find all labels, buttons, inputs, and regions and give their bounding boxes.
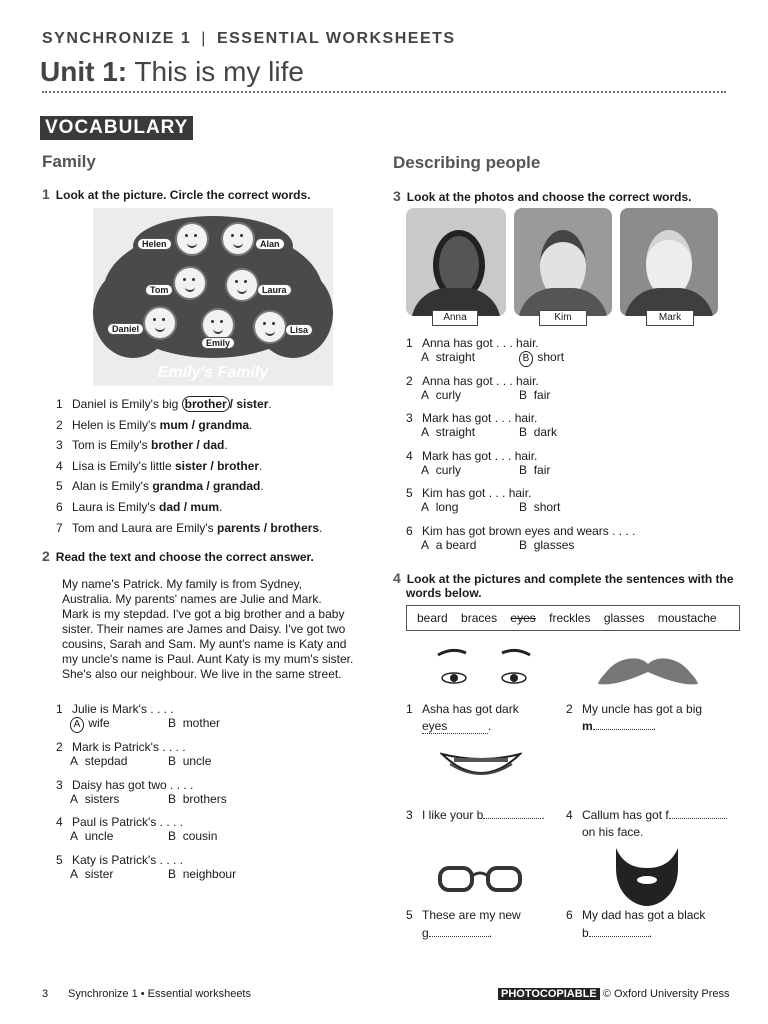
list-item: 2 Mark is Patrick's . . . . A stepdad B uncle — [56, 739, 212, 768]
photo-kim — [514, 208, 612, 316]
ex4-item-5-answer[interactable]: g . — [422, 926, 493, 940]
word-eyes: eyes — [510, 611, 536, 625]
moustache-icon — [598, 654, 698, 690]
text-line: cousins, Sarah and Sam. My aunt's name is Katy and — [62, 637, 347, 651]
tom-face-icon — [173, 266, 207, 300]
ex2-list — [56, 702, 236, 891]
list-item: 1 Anna has got . . . hair. A straight B short — [406, 336, 635, 374]
unit-name: This is my life — [134, 56, 304, 87]
text-line: my uncle's name is Paul. Aunt Katy is my mum's sister. — [62, 652, 354, 666]
word-box — [406, 605, 740, 631]
option-letter[interactable]: B — [168, 716, 177, 730]
ex4-item-2-answer[interactable]: m . — [582, 719, 657, 733]
ex4-item-5: 5 These are my new — [406, 908, 521, 922]
option-letter[interactable]: A — [421, 387, 430, 402]
beard-icon — [612, 848, 682, 906]
ex2-instruction-text: Read the text and choose the correct answer. — [55, 550, 314, 564]
list-item: 3 Tom is Emily's brother / dad. — [56, 438, 228, 453]
option-word[interactable]: grandma — [198, 417, 250, 432]
option-letter[interactable]: B — [519, 537, 528, 552]
list-item: 5 Kim has got . . . hair. A long B short — [406, 486, 561, 515]
series-title: SYNCHRONIZE 1 | ESSENTIAL WORKSHEETS — [42, 30, 456, 47]
option-letter[interactable]: A — [70, 867, 79, 882]
photo-label-kim: Kim — [539, 310, 587, 326]
answer-blank[interactable] — [429, 936, 489, 937]
photo-anna — [406, 208, 506, 316]
answer-blank[interactable]: eyes — [422, 719, 488, 734]
glasses-icon — [436, 862, 524, 896]
option-word[interactable]: mum — [190, 499, 220, 514]
answer-blank[interactable] — [669, 818, 727, 819]
list-item: 1 Julie is Mark's . . . . A wife B mother — [56, 702, 236, 740]
text-line: My name's Patrick. My family is from Sydney, — [62, 577, 303, 591]
list-item: 3 Daisy has got two . . . . A sisters B brothers — [56, 777, 227, 806]
ex3-instruction — [393, 188, 692, 204]
option-letter[interactable]: B — [519, 462, 528, 477]
ex1-instruction — [42, 186, 311, 202]
answer-blank[interactable] — [593, 729, 653, 730]
option-word[interactable]: mum — [159, 417, 189, 432]
word-moustache: moustache — [657, 611, 717, 625]
option-letter[interactable]: B — [168, 753, 177, 768]
family-heading: Family — [42, 152, 96, 171]
series-name: SYNCHRONIZE 1 — [42, 30, 192, 47]
list-item: 2 Helen is Emily's mum / grandma. — [56, 417, 253, 432]
text-line: sister. Their names are James and Daisy. I've got two — [62, 622, 346, 636]
word-braces: braces — [461, 611, 498, 625]
ex1-number: 1 — [42, 186, 50, 202]
name-laura: Laura — [257, 284, 292, 296]
ex3-number: 3 — [393, 188, 401, 204]
series-subtitle: ESSENTIAL WORKSHEETS — [216, 30, 456, 47]
option-word[interactable]: dad — [159, 499, 181, 514]
daniel-face-icon — [143, 306, 177, 340]
option-letter[interactable]: B — [168, 829, 177, 844]
option-word[interactable]: grandad — [213, 479, 261, 494]
photo-label-anna: Anna — [432, 310, 478, 326]
eyes-icon — [430, 645, 540, 690]
word-beard: beard — [417, 611, 448, 625]
option-letter[interactable]: A — [70, 791, 79, 806]
ex4-number: 4 — [393, 570, 401, 586]
alan-face-icon — [221, 222, 255, 256]
option-word[interactable]: grandma — [152, 479, 204, 494]
option-word[interactable]: brothers — [270, 520, 320, 535]
option-letter[interactable]: A — [421, 425, 430, 440]
option-letter[interactable]: A — [421, 462, 430, 477]
photocopiable-badge: PHOTOCOPIABLE — [498, 988, 600, 1000]
ex4-item-6-answer[interactable]: b . — [582, 926, 653, 940]
family-tree-picture — [93, 208, 333, 386]
word-freckles: freckles — [549, 611, 591, 625]
list-item: 4 Paul is Patrick's . . . . A uncle B cousin — [56, 815, 218, 844]
option-letter[interactable]: A — [70, 753, 79, 768]
unit-title — [40, 56, 304, 88]
family-picture-caption: Emily's Family — [157, 364, 269, 381]
helen-face-icon — [175, 222, 209, 256]
list-item: 6 Kim has got brown eyes and wears . . . . A a beard B glasses — [406, 523, 636, 552]
circled-answer[interactable]: A — [70, 717, 84, 733]
option-letter[interactable]: A — [421, 350, 430, 364]
ex1-instruction-text: Look at the picture. Circle the correct words. — [55, 188, 311, 202]
ex4-item-6: 6 My dad has got a black — [566, 908, 706, 922]
option-word[interactable]: sister — [236, 397, 269, 411]
text-line: Mark is my stepdad. I've got a big brother and a baby — [62, 607, 345, 621]
ex4-item-4-line2: on his face. — [582, 825, 644, 839]
name-lisa: Lisa — [285, 324, 313, 336]
answer-blank[interactable] — [589, 936, 649, 937]
option-letter[interactable]: A — [421, 537, 430, 552]
option-word[interactable]: parents — [217, 520, 261, 535]
dotted-divider — [42, 91, 726, 93]
ex4-item-2: 2 My uncle has got a big — [566, 702, 703, 716]
ex4-item-1: 1 Asha has got dark — [406, 702, 519, 716]
name-emily: Emily — [201, 337, 235, 349]
option-letter[interactable]: B — [519, 425, 528, 440]
list-item: 7 Tom and Laura are Emily's parents / brothers. — [56, 520, 323, 535]
page-number: 3 — [42, 988, 49, 1000]
text-line: Australia. My parents' names are Julie and Mark. — [62, 592, 322, 606]
describing-heading: Describing people — [393, 153, 541, 172]
ex4-item-1-answer[interactable]: eyes . — [422, 719, 492, 733]
ex4-instruction-text: Look at the pictures and complete the sentences with the — [406, 572, 734, 586]
list-item: 2 Anna has got . . . hair. A curly B fair — [406, 373, 551, 402]
reading-text — [62, 577, 372, 682]
photocopiable-notice — [498, 988, 730, 1000]
book-title: Synchronize 1 • Essential worksheets — [68, 988, 251, 1000]
list-item: 6 Laura is Emily's dad / mum. — [56, 499, 223, 514]
ex2-instruction — [42, 548, 314, 564]
ex3-list — [406, 336, 635, 562]
name-alan: Alan — [255, 238, 285, 250]
list-item: 4 Lisa is Emily's little sister / brother. — [56, 458, 263, 473]
option-word[interactable]: sister — [175, 458, 208, 473]
ex4-instruction-line2: words below. — [406, 586, 482, 600]
answer-blank[interactable] — [483, 818, 541, 819]
option-letter[interactable]: A — [421, 500, 430, 515]
ex4-instruction — [393, 570, 734, 586]
option-letter[interactable]: B — [519, 500, 528, 515]
name-daniel: Daniel — [107, 323, 144, 335]
option-word[interactable]: brother — [217, 458, 260, 473]
ex3-instruction-text: Look at the photos and choose the correct words. — [406, 190, 692, 204]
circled-answer[interactable]: B — [519, 351, 533, 367]
option-letter[interactable]: B — [168, 791, 177, 806]
list-item: 1 Daniel is Emily's big brother / sister. — [56, 397, 272, 411]
section-banner: VOCABULARY — [40, 116, 193, 140]
ex4-item-4: 4 Callum has got f — [566, 808, 727, 822]
copyright: © Oxford University Press — [602, 988, 730, 1000]
option-letter[interactable]: B — [519, 387, 528, 402]
lisa-face-icon — [253, 310, 287, 344]
ex2-number: 2 — [42, 548, 50, 564]
circled-answer[interactable]: brother — [182, 396, 230, 412]
option-word[interactable]: brother — [150, 438, 193, 453]
photo-mark — [620, 208, 718, 316]
option-word[interactable]: dad — [203, 438, 225, 453]
list-item: 3 Mark has got . . . hair. A straight B dark — [406, 411, 558, 440]
ex4-item-3: 3 I like your b . — [406, 808, 545, 822]
name-tom: Tom — [145, 284, 173, 296]
name-helen: Helen — [137, 238, 172, 250]
list-item: 5 Alan is Emily's grandma / grandad. — [56, 479, 264, 494]
list-item: 5 Katy is Patrick's . . . . A sister B neighbour — [56, 853, 237, 882]
option-letter[interactable]: A — [70, 829, 79, 844]
ex1-list — [56, 397, 322, 541]
photo-label-mark: Mark — [646, 310, 694, 326]
option-letter[interactable]: B — [168, 867, 177, 882]
text-line: She's also our neighbour. We live in the same street. — [62, 667, 342, 681]
braces-icon — [440, 748, 522, 784]
list-item: 4 Mark has got . . . hair. A curly B fair — [406, 448, 551, 477]
laura-face-icon — [225, 268, 259, 302]
word-glasses: glasses — [603, 611, 645, 625]
unit-label: Unit 1: — [40, 56, 128, 87]
